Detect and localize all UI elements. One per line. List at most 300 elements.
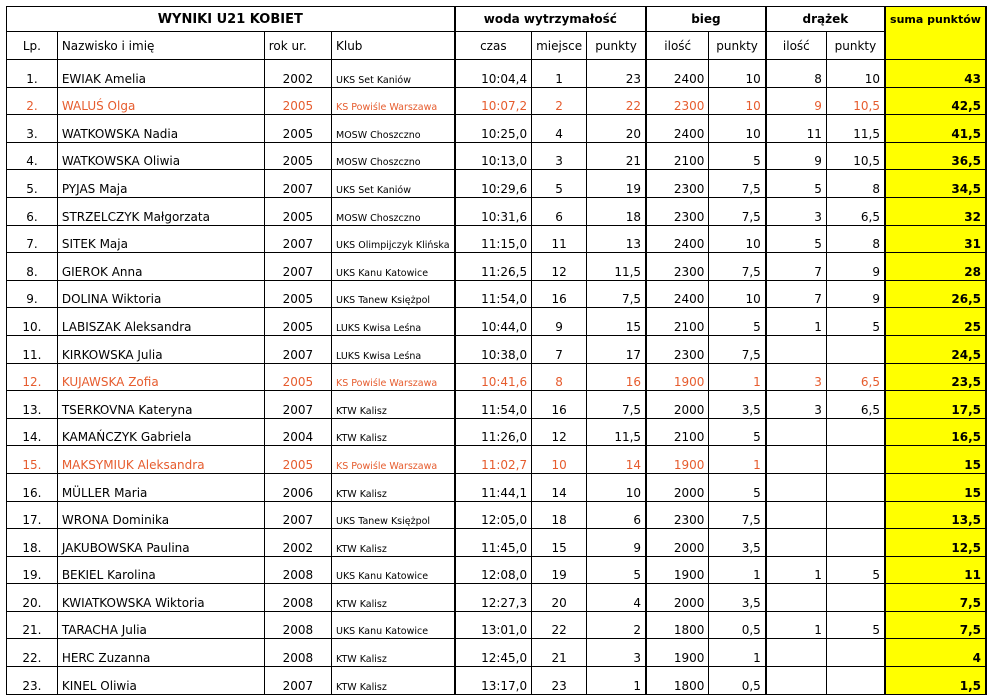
cell-swim-points: 7,5: [587, 391, 646, 419]
cell-run-count: 1900: [646, 639, 709, 667]
group-header-sum: suma punktów: [885, 7, 986, 60]
cell-club: UKS Olimpijczyk Klińska: [332, 225, 455, 253]
cell-year: 2007: [264, 225, 331, 253]
cell-run-count: 2000: [646, 391, 709, 419]
cell-swim-points: 20: [587, 115, 646, 143]
header-row-columns: [7, 32, 987, 60]
cell-lp: 20.: [7, 584, 58, 612]
cell-sum: 7,5: [885, 584, 986, 612]
cell-lp: 7.: [7, 225, 58, 253]
cell-lp: 23.: [7, 667, 58, 695]
cell-name: KAMAŃCZYK Gabriela: [57, 418, 264, 446]
cell-year: 2006: [264, 473, 331, 501]
col-header-lp: Lp.: [7, 32, 58, 60]
cell-club: KTW Kalisz: [332, 473, 455, 501]
cell-run-points: 10: [709, 87, 766, 115]
cell-lp: 9.: [7, 280, 58, 308]
cell-bar-points: [826, 473, 885, 501]
cell-lp: 18.: [7, 529, 58, 557]
cell-bar-count: 1: [766, 611, 827, 639]
cell-swim-points: 5: [587, 556, 646, 584]
cell-club: LUKS Kwisa Leśna: [332, 308, 455, 336]
cell-bar-points: 9: [826, 253, 885, 281]
cell-sum: 15: [885, 446, 986, 474]
cell-lp: 17.: [7, 501, 58, 529]
table-row: [7, 446, 987, 474]
cell-name: LABISZAK Aleksandra: [57, 308, 264, 336]
cell-bar-count: 1: [766, 308, 827, 336]
cell-lp: 15.: [7, 446, 58, 474]
table-row: [7, 115, 987, 143]
cell-run-count: 2100: [646, 142, 709, 170]
cell-sum: 43: [885, 60, 986, 88]
cell-swim-time: 10:04,4: [455, 60, 532, 88]
cell-run-points: 5: [709, 418, 766, 446]
cell-swim-time: 10:07,2: [455, 87, 532, 115]
cell-lp: 2.: [7, 87, 58, 115]
cell-swim-points: 14: [587, 446, 646, 474]
cell-swim-points: 21: [587, 142, 646, 170]
cell-year: 2002: [264, 60, 331, 88]
table-row: [7, 335, 987, 363]
cell-lp: 8.: [7, 253, 58, 281]
cell-lp: 13.: [7, 391, 58, 419]
cell-lp: 1.: [7, 60, 58, 88]
cell-run-count: 2300: [646, 197, 709, 225]
cell-bar-count: [766, 639, 827, 667]
table-row: [7, 60, 987, 88]
cell-swim-place: 12: [532, 418, 587, 446]
cell-run-count: 2100: [646, 308, 709, 336]
cell-bar-points: [826, 639, 885, 667]
cell-name: EWIAK Amelia: [57, 60, 264, 88]
cell-club: KS Powiśle Warszawa: [332, 87, 455, 115]
header-row-groups: [7, 7, 987, 32]
cell-swim-points: 6: [587, 501, 646, 529]
cell-bar-count: 5: [766, 225, 827, 253]
results-body: [7, 60, 987, 695]
cell-club: UKS Kanu Katowice: [332, 611, 455, 639]
cell-swim-time: 10:44,0: [455, 308, 532, 336]
cell-run-points: 7,5: [709, 170, 766, 198]
cell-run-points: 1: [709, 446, 766, 474]
table-row: [7, 253, 987, 281]
cell-swim-place: 11: [532, 225, 587, 253]
cell-club: UKS Set Kaniów: [332, 60, 455, 88]
cell-run-points: 0,5: [709, 611, 766, 639]
cell-bar-points: [826, 335, 885, 363]
cell-swim-points: 7,5: [587, 280, 646, 308]
cell-club: MOSW Choszczno: [332, 115, 455, 143]
cell-bar-count: 11: [766, 115, 827, 143]
table-row: [7, 197, 987, 225]
cell-lp: 14.: [7, 418, 58, 446]
cell-name: STRZELCZYK Małgorzata: [57, 197, 264, 225]
cell-club: KS Powiśle Warszawa: [332, 363, 455, 391]
cell-swim-place: 19: [532, 556, 587, 584]
cell-bar-points: 8: [826, 225, 885, 253]
cell-swim-points: 22: [587, 87, 646, 115]
cell-swim-time: 10:25,0: [455, 115, 532, 143]
cell-year: 2007: [264, 335, 331, 363]
cell-year: 2007: [264, 501, 331, 529]
cell-bar-points: 10: [826, 60, 885, 88]
col-header-run-points: punkty: [709, 32, 766, 60]
cell-club: KTW Kalisz: [332, 418, 455, 446]
cell-run-count: 1900: [646, 556, 709, 584]
cell-name: DOLINA Wiktoria: [57, 280, 264, 308]
cell-bar-points: 6,5: [826, 197, 885, 225]
cell-run-points: 3,5: [709, 584, 766, 612]
cell-swim-time: 12:27,3: [455, 584, 532, 612]
cell-name: WATKOWSKA Oliwia: [57, 142, 264, 170]
cell-swim-points: 15: [587, 308, 646, 336]
table-row: [7, 473, 987, 501]
cell-run-count: 2400: [646, 60, 709, 88]
cell-club: KTW Kalisz: [332, 667, 455, 695]
cell-swim-place: 7: [532, 335, 587, 363]
cell-run-count: 2300: [646, 335, 709, 363]
cell-bar-points: 10,5: [826, 87, 885, 115]
cell-name: WRONA Dominika: [57, 501, 264, 529]
cell-lp: 11.: [7, 335, 58, 363]
cell-swim-points: 19: [587, 170, 646, 198]
cell-swim-place: 9: [532, 308, 587, 336]
cell-run-points: 7,5: [709, 335, 766, 363]
cell-bar-points: 5: [826, 611, 885, 639]
cell-run-points: 7,5: [709, 197, 766, 225]
cell-run-count: 2400: [646, 280, 709, 308]
cell-run-count: 2000: [646, 529, 709, 557]
cell-swim-points: 2: [587, 611, 646, 639]
cell-year: 2005: [264, 280, 331, 308]
cell-club: KTW Kalisz: [332, 584, 455, 612]
cell-run-points: 1: [709, 556, 766, 584]
cell-name: KINEL Oliwia: [57, 667, 264, 695]
cell-swim-points: 18: [587, 197, 646, 225]
cell-name: SITEK Maja: [57, 225, 264, 253]
cell-swim-place: 21: [532, 639, 587, 667]
cell-sum: 12,5: [885, 529, 986, 557]
col-header-bar-count: ilość: [766, 32, 827, 60]
cell-run-count: 2000: [646, 473, 709, 501]
cell-club: LUKS Kwisa Leśna: [332, 335, 455, 363]
table-row: [7, 584, 987, 612]
cell-bar-count: 1: [766, 556, 827, 584]
cell-swim-place: 4: [532, 115, 587, 143]
cell-swim-time: 12:08,0: [455, 556, 532, 584]
cell-run-points: 10: [709, 60, 766, 88]
cell-swim-time: 10:13,0: [455, 142, 532, 170]
cell-bar-count: [766, 335, 827, 363]
cell-sum: 24,5: [885, 335, 986, 363]
cell-sum: 16,5: [885, 418, 986, 446]
cell-bar-count: [766, 418, 827, 446]
cell-sum: 36,5: [885, 142, 986, 170]
col-header-name: Nazwisko i imię: [57, 32, 264, 60]
cell-run-count: 1900: [646, 363, 709, 391]
cell-club: UKS Tanew Księżpol: [332, 280, 455, 308]
cell-swim-place: 12: [532, 253, 587, 281]
cell-sum: 17,5: [885, 391, 986, 419]
cell-year: 2002: [264, 529, 331, 557]
cell-run-count: 2300: [646, 170, 709, 198]
cell-swim-place: 16: [532, 280, 587, 308]
cell-run-count: 1800: [646, 667, 709, 695]
cell-lp: 4.: [7, 142, 58, 170]
cell-run-count: 2300: [646, 87, 709, 115]
cell-lp: 19.: [7, 556, 58, 584]
cell-swim-points: 23: [587, 60, 646, 88]
cell-sum: 42,5: [885, 87, 986, 115]
cell-year: 2007: [264, 667, 331, 695]
table-row: [7, 280, 987, 308]
cell-swim-time: 10:38,0: [455, 335, 532, 363]
table-row: [7, 363, 987, 391]
cell-bar-points: 8: [826, 170, 885, 198]
cell-run-points: 10: [709, 280, 766, 308]
cell-bar-points: 11,5: [826, 115, 885, 143]
cell-club: UKS Set Kaniów: [332, 170, 455, 198]
table-row: [7, 87, 987, 115]
col-header-swim-place: miejsce: [532, 32, 587, 60]
cell-year: 2008: [264, 639, 331, 667]
cell-bar-count: 3: [766, 197, 827, 225]
cell-run-points: 5: [709, 142, 766, 170]
cell-bar-points: 6,5: [826, 363, 885, 391]
table-row: [7, 667, 987, 695]
cell-swim-place: 8: [532, 363, 587, 391]
cell-name: BEKIEL Karolina: [57, 556, 264, 584]
cell-name: MÜLLER Maria: [57, 473, 264, 501]
col-header-swim-points: punkty: [587, 32, 646, 60]
cell-club: KTW Kalisz: [332, 639, 455, 667]
cell-bar-count: [766, 667, 827, 695]
cell-year: 2008: [264, 611, 331, 639]
cell-bar-points: [826, 529, 885, 557]
cell-name: MAKSYMIUK Aleksandra: [57, 446, 264, 474]
cell-run-points: 5: [709, 308, 766, 336]
cell-swim-points: 11,5: [587, 418, 646, 446]
col-header-run-count: ilość: [646, 32, 709, 60]
cell-name: KWIATKOWSKA Wiktoria: [57, 584, 264, 612]
cell-run-points: 1: [709, 363, 766, 391]
cell-club: MOSW Choszczno: [332, 197, 455, 225]
table-title: WYNIKI U21 KOBIET: [7, 7, 455, 32]
table-row: [7, 225, 987, 253]
cell-name: PYJAS Maja: [57, 170, 264, 198]
cell-lp: 12.: [7, 363, 58, 391]
table-row: [7, 529, 987, 557]
table-row: [7, 142, 987, 170]
cell-sum: 31: [885, 225, 986, 253]
cell-run-points: 7,5: [709, 501, 766, 529]
cell-bar-count: 7: [766, 253, 827, 281]
cell-bar-count: 7: [766, 280, 827, 308]
cell-swim-place: 18: [532, 501, 587, 529]
group-header-swim: woda wytrzymałość: [455, 7, 647, 32]
cell-lp: 6.: [7, 197, 58, 225]
cell-swim-time: 11:26,5: [455, 253, 532, 281]
cell-name: WALUŚ Olga: [57, 87, 264, 115]
cell-swim-time: 10:41,6: [455, 363, 532, 391]
cell-sum: 34,5: [885, 170, 986, 198]
cell-run-points: 10: [709, 225, 766, 253]
cell-name: WATKOWSKA Nadia: [57, 115, 264, 143]
cell-swim-place: 2: [532, 87, 587, 115]
cell-swim-place: 16: [532, 391, 587, 419]
cell-lp: 5.: [7, 170, 58, 198]
cell-bar-count: [766, 584, 827, 612]
cell-bar-points: 5: [826, 556, 885, 584]
cell-run-points: 10: [709, 115, 766, 143]
cell-swim-place: 1: [532, 60, 587, 88]
col-header-year: rok ur.: [264, 32, 331, 60]
cell-name: GIEROK Anna: [57, 253, 264, 281]
results-table: [6, 6, 987, 695]
cell-lp: 21.: [7, 611, 58, 639]
cell-club: KTW Kalisz: [332, 391, 455, 419]
cell-swim-place: 6: [532, 197, 587, 225]
cell-club: UKS Kanu Katowice: [332, 253, 455, 281]
cell-bar-count: 8: [766, 60, 827, 88]
cell-bar-count: 9: [766, 142, 827, 170]
cell-swim-time: 11:26,0: [455, 418, 532, 446]
cell-run-points: 7,5: [709, 253, 766, 281]
cell-year: 2007: [264, 391, 331, 419]
cell-run-count: 1800: [646, 611, 709, 639]
cell-swim-time: 13:17,0: [455, 667, 532, 695]
cell-swim-place: 22: [532, 611, 587, 639]
cell-run-points: 5: [709, 473, 766, 501]
cell-sum: 28: [885, 253, 986, 281]
cell-swim-place: 14: [532, 473, 587, 501]
cell-swim-points: 3: [587, 639, 646, 667]
cell-sum: 15: [885, 473, 986, 501]
group-header-bar: drążek: [766, 7, 885, 32]
cell-club: KTW Kalisz: [332, 529, 455, 557]
table-row: [7, 501, 987, 529]
cell-bar-count: 3: [766, 363, 827, 391]
table-row: [7, 418, 987, 446]
table-row: [7, 639, 987, 667]
cell-year: 2007: [264, 253, 331, 281]
cell-bar-points: 5: [826, 308, 885, 336]
cell-name: TSERKOVNA Kateryna: [57, 391, 264, 419]
cell-swim-time: 11:54,0: [455, 280, 532, 308]
cell-sum: 7,5: [885, 611, 986, 639]
cell-swim-time: 12:45,0: [455, 639, 532, 667]
cell-swim-points: 10: [587, 473, 646, 501]
cell-sum: 4: [885, 639, 986, 667]
cell-run-points: 1: [709, 639, 766, 667]
cell-club: UKS Kanu Katowice: [332, 556, 455, 584]
cell-club: MOSW Choszczno: [332, 142, 455, 170]
cell-sum: 23,5: [885, 363, 986, 391]
cell-year: 2005: [264, 446, 331, 474]
cell-swim-place: 20: [532, 584, 587, 612]
col-header-swim-time: czas: [455, 32, 532, 60]
cell-sum: 26,5: [885, 280, 986, 308]
cell-name: JAKUBOWSKA Paulina: [57, 529, 264, 557]
cell-swim-points: 1: [587, 667, 646, 695]
cell-run-count: 2400: [646, 225, 709, 253]
table-row: [7, 556, 987, 584]
cell-run-count: 2000: [646, 584, 709, 612]
cell-bar-count: [766, 529, 827, 557]
cell-bar-count: 5: [766, 170, 827, 198]
cell-sum: 13,5: [885, 501, 986, 529]
cell-bar-count: [766, 446, 827, 474]
cell-swim-points: 17: [587, 335, 646, 363]
cell-run-points: 3,5: [709, 391, 766, 419]
cell-run-count: 2400: [646, 115, 709, 143]
cell-year: 2005: [264, 87, 331, 115]
cell-year: 2007: [264, 170, 331, 198]
cell-swim-time: 11:45,0: [455, 529, 532, 557]
cell-year: 2005: [264, 142, 331, 170]
cell-swim-place: 3: [532, 142, 587, 170]
cell-swim-time: 12:05,0: [455, 501, 532, 529]
cell-swim-time: 11:02,7: [455, 446, 532, 474]
cell-sum: 41,5: [885, 115, 986, 143]
cell-bar-points: 10,5: [826, 142, 885, 170]
table-row: [7, 611, 987, 639]
cell-bar-points: 6,5: [826, 391, 885, 419]
table-row: [7, 170, 987, 198]
cell-swim-points: 16: [587, 363, 646, 391]
cell-swim-place: 23: [532, 667, 587, 695]
cell-run-points: 3,5: [709, 529, 766, 557]
cell-sum: 1,5: [885, 667, 986, 695]
cell-sum: 25: [885, 308, 986, 336]
cell-name: HERC Zuzanna: [57, 639, 264, 667]
cell-year: 2005: [264, 308, 331, 336]
cell-bar-points: [826, 501, 885, 529]
cell-bar-points: [826, 584, 885, 612]
cell-swim-points: 9: [587, 529, 646, 557]
cell-run-count: 1900: [646, 446, 709, 474]
cell-swim-points: 4: [587, 584, 646, 612]
cell-bar-points: [826, 446, 885, 474]
cell-swim-place: 5: [532, 170, 587, 198]
cell-lp: 22.: [7, 639, 58, 667]
cell-run-points: 0,5: [709, 667, 766, 695]
cell-sum: 32: [885, 197, 986, 225]
cell-bar-points: [826, 667, 885, 695]
cell-swim-time: 11:44,1: [455, 473, 532, 501]
cell-swim-place: 15: [532, 529, 587, 557]
cell-run-count: 2300: [646, 253, 709, 281]
cell-year: 2008: [264, 584, 331, 612]
col-header-bar-points: punkty: [826, 32, 885, 60]
cell-lp: 10.: [7, 308, 58, 336]
cell-name: KIRKOWSKA Julia: [57, 335, 264, 363]
cell-swim-time: 11:15,0: [455, 225, 532, 253]
cell-swim-points: 13: [587, 225, 646, 253]
cell-swim-time: 13:01,0: [455, 611, 532, 639]
group-header-run: bieg: [646, 7, 766, 32]
cell-bar-points: [826, 418, 885, 446]
cell-bar-count: 9: [766, 87, 827, 115]
cell-swim-points: 11,5: [587, 253, 646, 281]
cell-swim-place: 10: [532, 446, 587, 474]
cell-swim-time: 10:31,6: [455, 197, 532, 225]
cell-bar-count: [766, 501, 827, 529]
cell-year: 2005: [264, 363, 331, 391]
cell-run-count: 2100: [646, 418, 709, 446]
cell-swim-time: 11:54,0: [455, 391, 532, 419]
